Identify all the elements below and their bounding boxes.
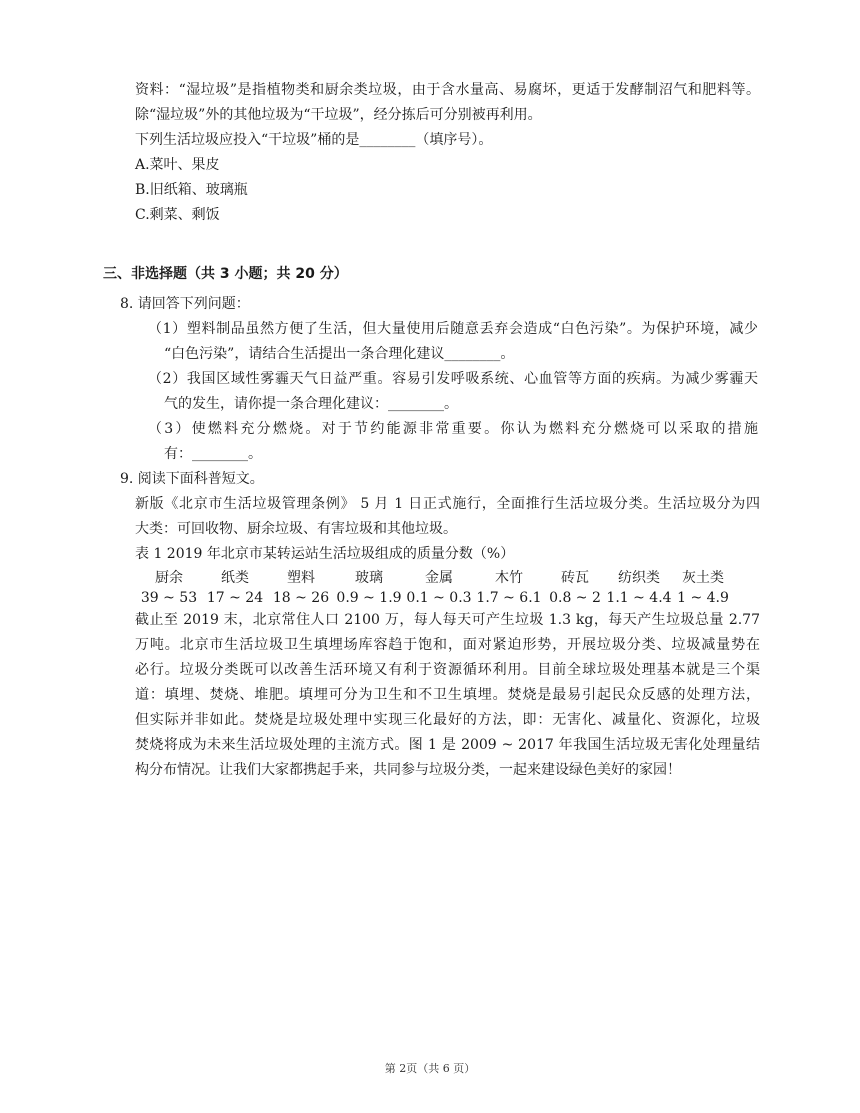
q9-body-line-7: 构分布情况。让我们大家都携起手来，共同参与垃圾分类，一起来建设绿色美好的家园！ — [135, 762, 681, 778]
q8-part3-line-2: 有：________。 — [164, 446, 262, 462]
q9-body-line-3: 必行。垃圾分类既可以改善生活环境又有利于资源循环利用。目前全球垃圾处理基本就是三个渠 — [135, 662, 760, 678]
q9-body-line-4: 道：填埋、焚烧、堆肥。填埋可分为卫生和不卫生填埋。焚烧是最易引起民众反感的处理方法， — [135, 687, 760, 703]
table-header-cell: 玻璃 — [355, 570, 383, 586]
table-value-cell: 1 ~ 4.9 — [677, 590, 729, 606]
table-header-cell: 厨余 — [155, 570, 183, 586]
q7-option-c: C.剩菜、剩饭 — [135, 207, 220, 223]
q9-body-line-1: 截止至 2019 末，北京常住人口 2100 万，每人每天可产生垃圾 1.3 kg，每天产生垃圾总量 2.77 — [135, 612, 760, 628]
q8-part1-line-2: “白色污染”，请结合生活提出一条合理化建议________。 — [164, 346, 515, 362]
q7-question: 下列生活垃圾应投入“干垃圾”桶的是________（填序号）。 — [135, 132, 493, 148]
q9-intro-line-1: 新版《北京市生活垃圾管理条例》 5 月 1 日正式施行，全面推行生活垃圾分类。生活垃圾分为四 — [135, 496, 760, 512]
table-value-cell: 1.7 ~ 6.1 — [476, 590, 542, 606]
table-value-cell: 17 ~ 24 — [206, 590, 264, 606]
table-header-cell: 金属 — [425, 570, 453, 586]
table-value-cell: 39 ~ 53 — [140, 590, 198, 606]
q9-body-line-2: 万吨。北京市生活垃圾卫生填埋场库容趋于饱和，面对紧迫形势，开展垃圾分类、垃圾减量势在 — [135, 637, 760, 653]
q8-part3-line-1: （3）使燃料充分燃烧。对于节约能源非常重要。你认为燃料充分燃烧可以采取的措施 — [148, 421, 758, 437]
table-header-row — [136, 568, 734, 588]
q7-option-b: B.旧纸箱、玻璃瓶 — [135, 182, 248, 198]
q9-stem: 9. 阅读下面科普短文。 — [120, 471, 264, 487]
composition-table — [136, 568, 734, 608]
table-header-cell: 纺织类 — [618, 570, 660, 586]
q7-material-line-2: 除“湿垃圾”外的其他垃圾为“干垃圾”，经分拣后可分别被再利用。 — [135, 107, 542, 123]
table-value-cell: 0.1 ~ 0.3 — [406, 590, 472, 606]
table-value-cell: 18 ~ 26 — [272, 590, 330, 606]
table-header-cell: 灰土类 — [682, 570, 724, 586]
q7-option-a: A.菜叶、果皮 — [135, 157, 220, 173]
q9-body-line-6: 焚烧将成为未来生活垃圾处理的主流方式。图 1 是 2009 ~ 2017 年我国生活垃圾无害化处理量结 — [135, 737, 760, 753]
table-value-row — [136, 588, 734, 608]
table-header-cell: 塑料 — [287, 570, 315, 586]
table-caption: 表 1 2019 年北京市某转运站生活垃圾组成的质量分数（%） — [135, 546, 515, 562]
table-value-cell: 0.9 ~ 1.9 — [336, 590, 402, 606]
q7-material-line-1: 资料：“湿垃圾”是指植物类和厨余类垃圾，由于含水量高、易腐坏，更适于发酵制沼气和肥料等。 — [135, 82, 760, 98]
table-value-cell: 0.8 ~ 2 — [549, 590, 601, 606]
table-header-cell: 木竹 — [495, 570, 523, 586]
table-value-cell: 1.1 ~ 4.4 — [606, 590, 672, 606]
page-footer: 第 2页（共 6 页） — [384, 1062, 476, 1075]
q8-part2-line-2: 气的发生，请你提一条合理化建议：________。 — [164, 396, 458, 412]
q8-stem: 8. 请回答下列问题： — [120, 296, 250, 312]
table-header-cell: 砖瓦 — [561, 570, 589, 586]
q9-intro-line-2: 大类：可回收物、厨余垃圾、有害垃圾和其他垃圾。 — [135, 521, 457, 537]
q8-part1-line-1: （1）塑料制品虽然方便了生活，但大量使用后随意丢弃会造成“白色污染”。为保护环境，减少 — [148, 321, 758, 337]
q8-part2-line-1: （2）我国区域性雾霾天气日益严重。容易引发呼吸系统、心血管等方面的疾病。为减少雾霾天 — [148, 371, 758, 387]
q9-body-line-5: 但实际并非如此。焚烧是垃圾处理中实现三化最好的方法，即：无害化、减量化、资源化，垃圾 — [135, 712, 760, 728]
section-heading: 三、非选择题（共 3 小题；共 20 分） — [103, 266, 348, 282]
table-header-cell: 纸类 — [221, 570, 249, 586]
